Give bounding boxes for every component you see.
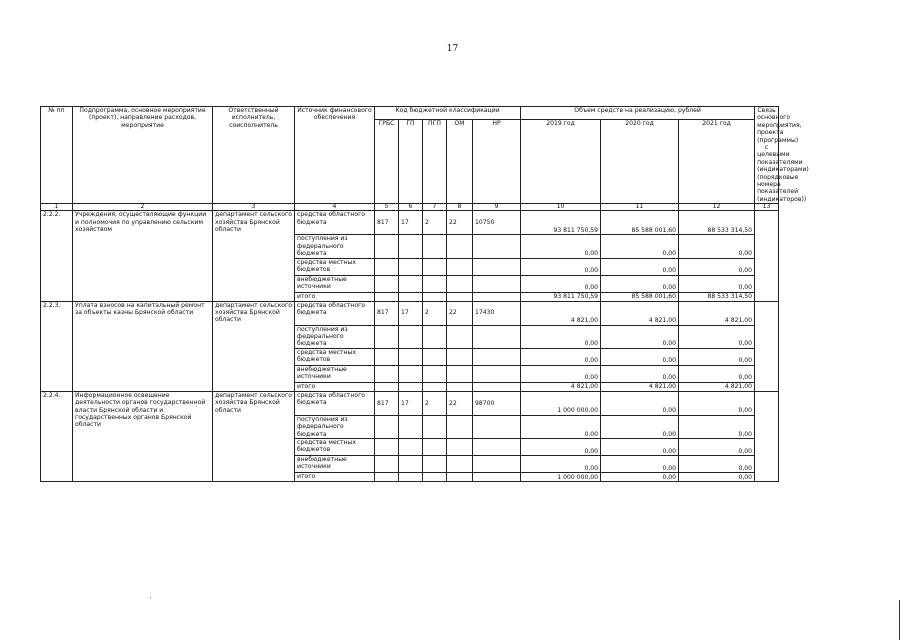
header-year-2021: 2021 год — [679, 119, 755, 203]
funding-source: итого — [295, 472, 375, 481]
code-grbs — [375, 455, 399, 472]
amount-2020: 0,00 — [601, 325, 679, 348]
item-name: Информационное освещение деятельности органов государственной власти Брянской области и государственных органов Брянской области — [73, 391, 213, 481]
code-pgp: 2 — [423, 391, 447, 415]
column-index: 11 — [601, 204, 679, 211]
code-grbs — [375, 472, 399, 481]
code-pgp — [423, 348, 447, 365]
code-nr — [473, 365, 521, 382]
column-index: 5 — [375, 204, 399, 211]
column-index: 6 — [399, 204, 423, 211]
code-om — [447, 325, 473, 348]
amount-2021: 0,00 — [679, 415, 755, 438]
amount-2020: 0,00 — [601, 275, 679, 292]
amount-2020: 0,00 — [601, 438, 679, 455]
code-grbs: 817 — [375, 301, 399, 325]
header-nr: НР — [473, 119, 521, 203]
amount-2019: 0,00 — [521, 348, 601, 365]
amount-2021: 0,00 — [679, 275, 755, 292]
budget-table — [40, 106, 809, 482]
amount-2020: 0,00 — [601, 365, 679, 382]
code-om: 22 — [447, 211, 473, 235]
column-index: 10 — [521, 204, 601, 211]
amount-2020: 0,00 — [601, 472, 679, 481]
column-index: 8 — [447, 204, 473, 211]
indicator-link — [755, 391, 779, 481]
funding-source: средства областного бюджета — [295, 301, 375, 325]
code-nr — [473, 438, 521, 455]
code-nr: 17430 — [473, 301, 521, 325]
code-gp — [399, 382, 423, 391]
header-year-2020: 2020 год — [601, 119, 679, 203]
column-index: 2 — [73, 204, 213, 211]
table-body — [41, 211, 779, 482]
header-om: ОМ — [447, 119, 473, 203]
amount-2021: 0,00 — [679, 472, 755, 481]
code-grbs — [375, 415, 399, 438]
code-pgp — [423, 275, 447, 292]
code-nr — [473, 415, 521, 438]
amount-2019: 0,00 — [521, 235, 601, 258]
code-pgp: 2 — [423, 301, 447, 325]
amount-2019: 0,00 — [521, 365, 601, 382]
code-om — [447, 438, 473, 455]
code-gp: 17 — [399, 211, 423, 235]
amount-2020: 0,00 — [601, 455, 679, 472]
code-nr — [473, 472, 521, 481]
amount-2019: 4 821,00 — [521, 301, 601, 325]
code-pgp — [423, 365, 447, 382]
item-number: 2.2.3. — [41, 301, 73, 391]
code-nr — [473, 235, 521, 258]
amount-2020: 0,00 — [601, 235, 679, 258]
table-row — [41, 301, 779, 325]
code-pgp — [423, 292, 447, 301]
header-grbs: ГРБС — [375, 119, 399, 203]
amount-2019: 0,00 — [521, 258, 601, 275]
code-om — [447, 258, 473, 275]
amount-2020: 0,00 — [601, 391, 679, 415]
scan-edge-line — [899, 600, 900, 640]
code-gp — [399, 348, 423, 365]
code-grbs — [375, 275, 399, 292]
header-kbk: Код бюджетной классификации — [375, 107, 521, 120]
code-pgp — [423, 415, 447, 438]
amount-2021: 0,00 — [679, 325, 755, 348]
code-nr — [473, 455, 521, 472]
funding-source: поступления из федерального бюджета — [295, 235, 375, 258]
amount-2020: 85 588 001,60 — [601, 292, 679, 301]
code-om — [447, 292, 473, 301]
header-amount: Объем средств на реализацию, рублей — [521, 107, 755, 120]
header-executor: Ответственный исполнитель, соисполнитель — [213, 107, 295, 204]
funding-source: поступления из федерального бюджета — [295, 415, 375, 438]
amount-2019: 0,00 — [521, 275, 601, 292]
funding-source: внебюджетные источники — [295, 365, 375, 382]
code-gp — [399, 415, 423, 438]
header-no: № пп — [41, 107, 73, 204]
funding-source: средства областного бюджета — [295, 391, 375, 415]
code-gp: 17 — [399, 391, 423, 415]
column-index: 1 — [41, 204, 73, 211]
amount-2020: 0,00 — [601, 415, 679, 438]
code-om — [447, 348, 473, 365]
amount-2021: 0,00 — [679, 455, 755, 472]
column-index: 3 — [213, 204, 295, 211]
column-index: 13 — [755, 204, 779, 211]
code-pgp — [423, 258, 447, 275]
header-gp: ГП — [399, 119, 423, 203]
code-om — [447, 382, 473, 391]
code-gp — [399, 455, 423, 472]
code-om — [447, 472, 473, 481]
indicator-link — [755, 301, 779, 391]
code-nr — [473, 382, 521, 391]
code-pgp — [423, 438, 447, 455]
code-gp — [399, 292, 423, 301]
code-grbs — [375, 348, 399, 365]
code-pgp: 2 — [423, 211, 447, 235]
amount-2021: 4 821,00 — [679, 382, 755, 391]
code-grbs — [375, 235, 399, 258]
page-number: 17 — [446, 44, 459, 54]
code-om — [447, 415, 473, 438]
funding-source: внебюджетные источники — [295, 275, 375, 292]
column-index: 7 — [423, 204, 447, 211]
code-nr — [473, 325, 521, 348]
column-index: 4 — [295, 204, 375, 211]
item-number: 2.2.2. — [41, 211, 73, 301]
amount-2021: 0,00 — [679, 348, 755, 365]
code-om: 22 — [447, 391, 473, 415]
item-number: 2.2.4. — [41, 391, 73, 481]
code-gp — [399, 258, 423, 275]
code-grbs: 817 — [375, 211, 399, 235]
code-om: 22 — [447, 301, 473, 325]
table-row — [41, 211, 779, 235]
code-gp — [399, 235, 423, 258]
code-gp — [399, 275, 423, 292]
amount-2021: 0,00 — [679, 235, 755, 258]
item-executor: департамент сельского хозяйства Брянской области — [213, 211, 295, 301]
amount-2020: 85 588 001,60 — [601, 211, 679, 235]
code-om — [447, 365, 473, 382]
code-pgp — [423, 455, 447, 472]
amount-2019: 1 000 000,00 — [521, 472, 601, 481]
funding-source: средства местных бюджетов — [295, 258, 375, 275]
amount-2019: 0,00 — [521, 455, 601, 472]
header-pgp: ПГП — [423, 119, 447, 203]
item-name: Учреждения, осуществляющие функции и полномочия по управлению сельским хозяйством — [73, 211, 213, 301]
item-name: Уплата взносов на капитальный ремонт за объекты казны Брянской области — [73, 301, 213, 391]
code-grbs: 817 — [375, 391, 399, 415]
amount-2019: 93 811 750,59 — [521, 211, 601, 235]
funding-source: средства местных бюджетов — [295, 438, 375, 455]
funding-source: итого — [295, 382, 375, 391]
code-nr — [473, 348, 521, 365]
amount-2020: 0,00 — [601, 258, 679, 275]
code-pgp — [423, 382, 447, 391]
code-gp: 17 — [399, 301, 423, 325]
code-om — [447, 275, 473, 292]
amount-2019: 93 811 750,59 — [521, 292, 601, 301]
code-om — [447, 235, 473, 258]
code-nr — [473, 292, 521, 301]
table-header — [41, 107, 809, 211]
column-index: 12 — [679, 204, 755, 211]
amount-2019: 0,00 — [521, 325, 601, 348]
item-executor: департамент сельского хозяйства Брянской области — [213, 391, 295, 481]
code-grbs — [375, 258, 399, 275]
amount-2019: 0,00 — [521, 438, 601, 455]
code-nr: 10750 — [473, 211, 521, 235]
amount-2021: 0,00 — [679, 365, 755, 382]
funding-source: внебюджетные источники — [295, 455, 375, 472]
header-link: Связь основного мероприятия, проекта (программы) с целевыми показателями (индикаторами) (порядковые номера показателей (индикаторов)) — [755, 107, 779, 204]
code-nr — [473, 258, 521, 275]
amount-2020: 4 821,00 — [601, 382, 679, 391]
header-subprogram: Подпрограмма, основное мероприятие (проект), направление расходов, мероприятие — [73, 107, 213, 204]
code-nr: 98700 — [473, 391, 521, 415]
amount-2019: 4 821,00 — [521, 382, 601, 391]
funding-source: поступления из федерального бюджета — [295, 325, 375, 348]
amount-2019: 0,00 — [521, 415, 601, 438]
amount-2021: 0,00 — [679, 258, 755, 275]
scan-speck — [150, 597, 151, 598]
amount-2020: 0,00 — [601, 348, 679, 365]
code-gp — [399, 438, 423, 455]
code-grbs — [375, 292, 399, 301]
column-index: 9 — [473, 204, 521, 211]
code-gp — [399, 325, 423, 348]
code-grbs — [375, 382, 399, 391]
code-pgp — [423, 325, 447, 348]
code-grbs — [375, 325, 399, 348]
code-gp — [399, 472, 423, 481]
amount-2021: 88 533 314,50 — [679, 211, 755, 235]
column-index-row — [41, 204, 779, 211]
amount-2019: 1 000 000,00 — [521, 391, 601, 415]
table-row — [41, 391, 779, 415]
code-om — [447, 455, 473, 472]
item-executor: департамент сельского хозяйства Брянской области — [213, 301, 295, 391]
amount-2021: 88 533 314,50 — [679, 292, 755, 301]
code-gp — [399, 365, 423, 382]
code-nr — [473, 275, 521, 292]
funding-source: средства областного бюджета — [295, 211, 375, 235]
amount-2021: 4 821,00 — [679, 301, 755, 325]
indicator-link — [755, 211, 779, 301]
amount-2021: 0,00 — [679, 391, 755, 415]
code-pgp — [423, 472, 447, 481]
funding-source: средства местных бюджетов — [295, 348, 375, 365]
funding-source: итого — [295, 292, 375, 301]
amount-2020: 4 821,00 — [601, 301, 679, 325]
header-year-2019: 2019 год — [521, 119, 601, 203]
code-pgp — [423, 235, 447, 258]
header-source: Источник финансового обеспечения — [295, 107, 375, 204]
amount-2021: 0,00 — [679, 438, 755, 455]
code-grbs — [375, 438, 399, 455]
code-grbs — [375, 365, 399, 382]
